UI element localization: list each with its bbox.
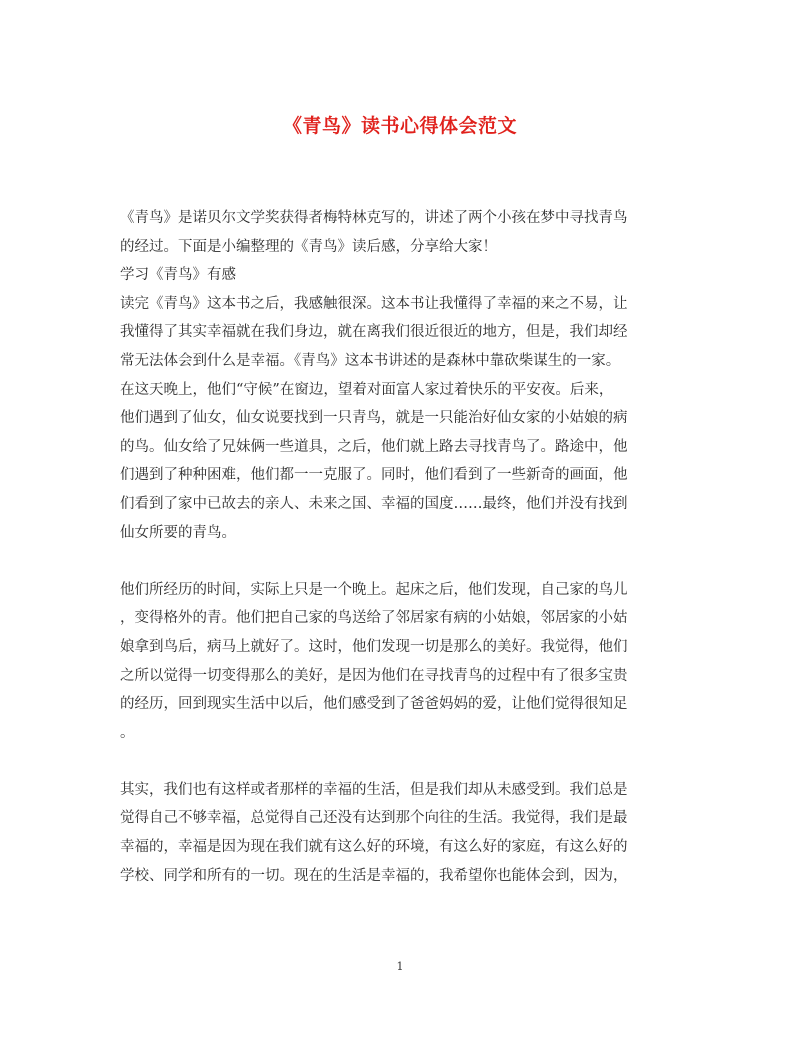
text-line: 我懂得了其实幸福就在我们身边，就在离我们很近很近的地方，但是，我们却经	[120, 324, 628, 341]
section-heading: 学习《青鸟》有感	[120, 267, 236, 284]
text-line: 娘拿到鸟后，病马上就好了。这时，他们发现一切是那么的美好。我觉得，他们	[120, 638, 628, 655]
page-number: 1	[396, 960, 404, 973]
text-line: 的经过。下面是小编整理的《青鸟》读后感，分享给大家！	[120, 238, 497, 255]
document-body	[120, 204, 680, 890]
paragraph-1	[120, 204, 680, 547]
text-line: 仙女所要的青鸟。	[120, 524, 236, 541]
text-line: ，变得格外的青。他们把自己家的鸟送给了邻居家有病的小姑娘，邻居家的小姑	[120, 610, 628, 627]
text-line: 们遇到了种种困难，他们都一一克服了。同时，他们看到了一些新奇的画面，他	[120, 467, 628, 484]
text-line: 之所以觉得一切变得那么的美好，是因为他们在寻找青鸟的过程中有了很多宝贵	[120, 667, 628, 684]
text-line: 他们所经历的时间，实际上只是一个晚上。起床之后，他们发现，自己家的鸟儿	[120, 581, 628, 598]
text-line: 。	[120, 724, 135, 741]
text-line: 的经历，回到现实生活中以后，他们感受到了爸爸妈妈的爱，让他们觉得很知足	[120, 696, 628, 713]
text-line: 《青鸟》是诺贝尔文学奖获得者梅特林克写的，讲述了两个小孩在梦中寻找青鸟	[120, 210, 628, 226]
paragraph-gap	[120, 747, 680, 776]
document-title: 《青鸟》读书心得体会范文	[282, 115, 517, 137]
text-line: 他们遇到了仙女，仙女说要找到一只青鸟，就是一只能治好仙女家的小姑娘的病	[120, 410, 628, 427]
text-line: 其实，我们也有这样或者那样的幸福的生活，但是我们却从未感受到。我们总是	[120, 781, 628, 798]
text-line: 常无法体会到什么是幸福。《青鸟》这本书讲述的是森林中靠砍柴谋生的一家。	[120, 352, 621, 369]
text-line: 在这天晚上，他们“守候”在窗边，望着对面富人家过着快乐的平安夜。后来，	[120, 381, 614, 398]
text-line: 觉得自己不够幸福，总觉得自己还没有达到那个向往的生活。我觉得，我们是最	[120, 810, 628, 827]
paragraph-2	[120, 576, 680, 748]
paragraph-3	[120, 776, 680, 890]
paragraph-gap	[120, 547, 680, 576]
text-line: 读完《青鸟》这本书之后，我感触很深。这本书让我懂得了幸福的来之不易，让	[120, 295, 628, 312]
text-line: 的鸟。仙女给了兄妹俩一些道具，之后，他们就上路去寻找青鸟了。路途中，他	[120, 438, 628, 455]
text-line: 们看到了家中已故去的亲人、未来之国、幸福的国度……最终，他们并没有找到	[120, 495, 628, 512]
text-line: 学校、同学和所有的一切。现在的生活是幸福的，我希望你也能体会到，因为，	[120, 867, 628, 884]
text-line: 幸福的，幸福是因为现在我们就有这么好的环境，有这么好的家庭，有这么好的	[120, 839, 628, 856]
